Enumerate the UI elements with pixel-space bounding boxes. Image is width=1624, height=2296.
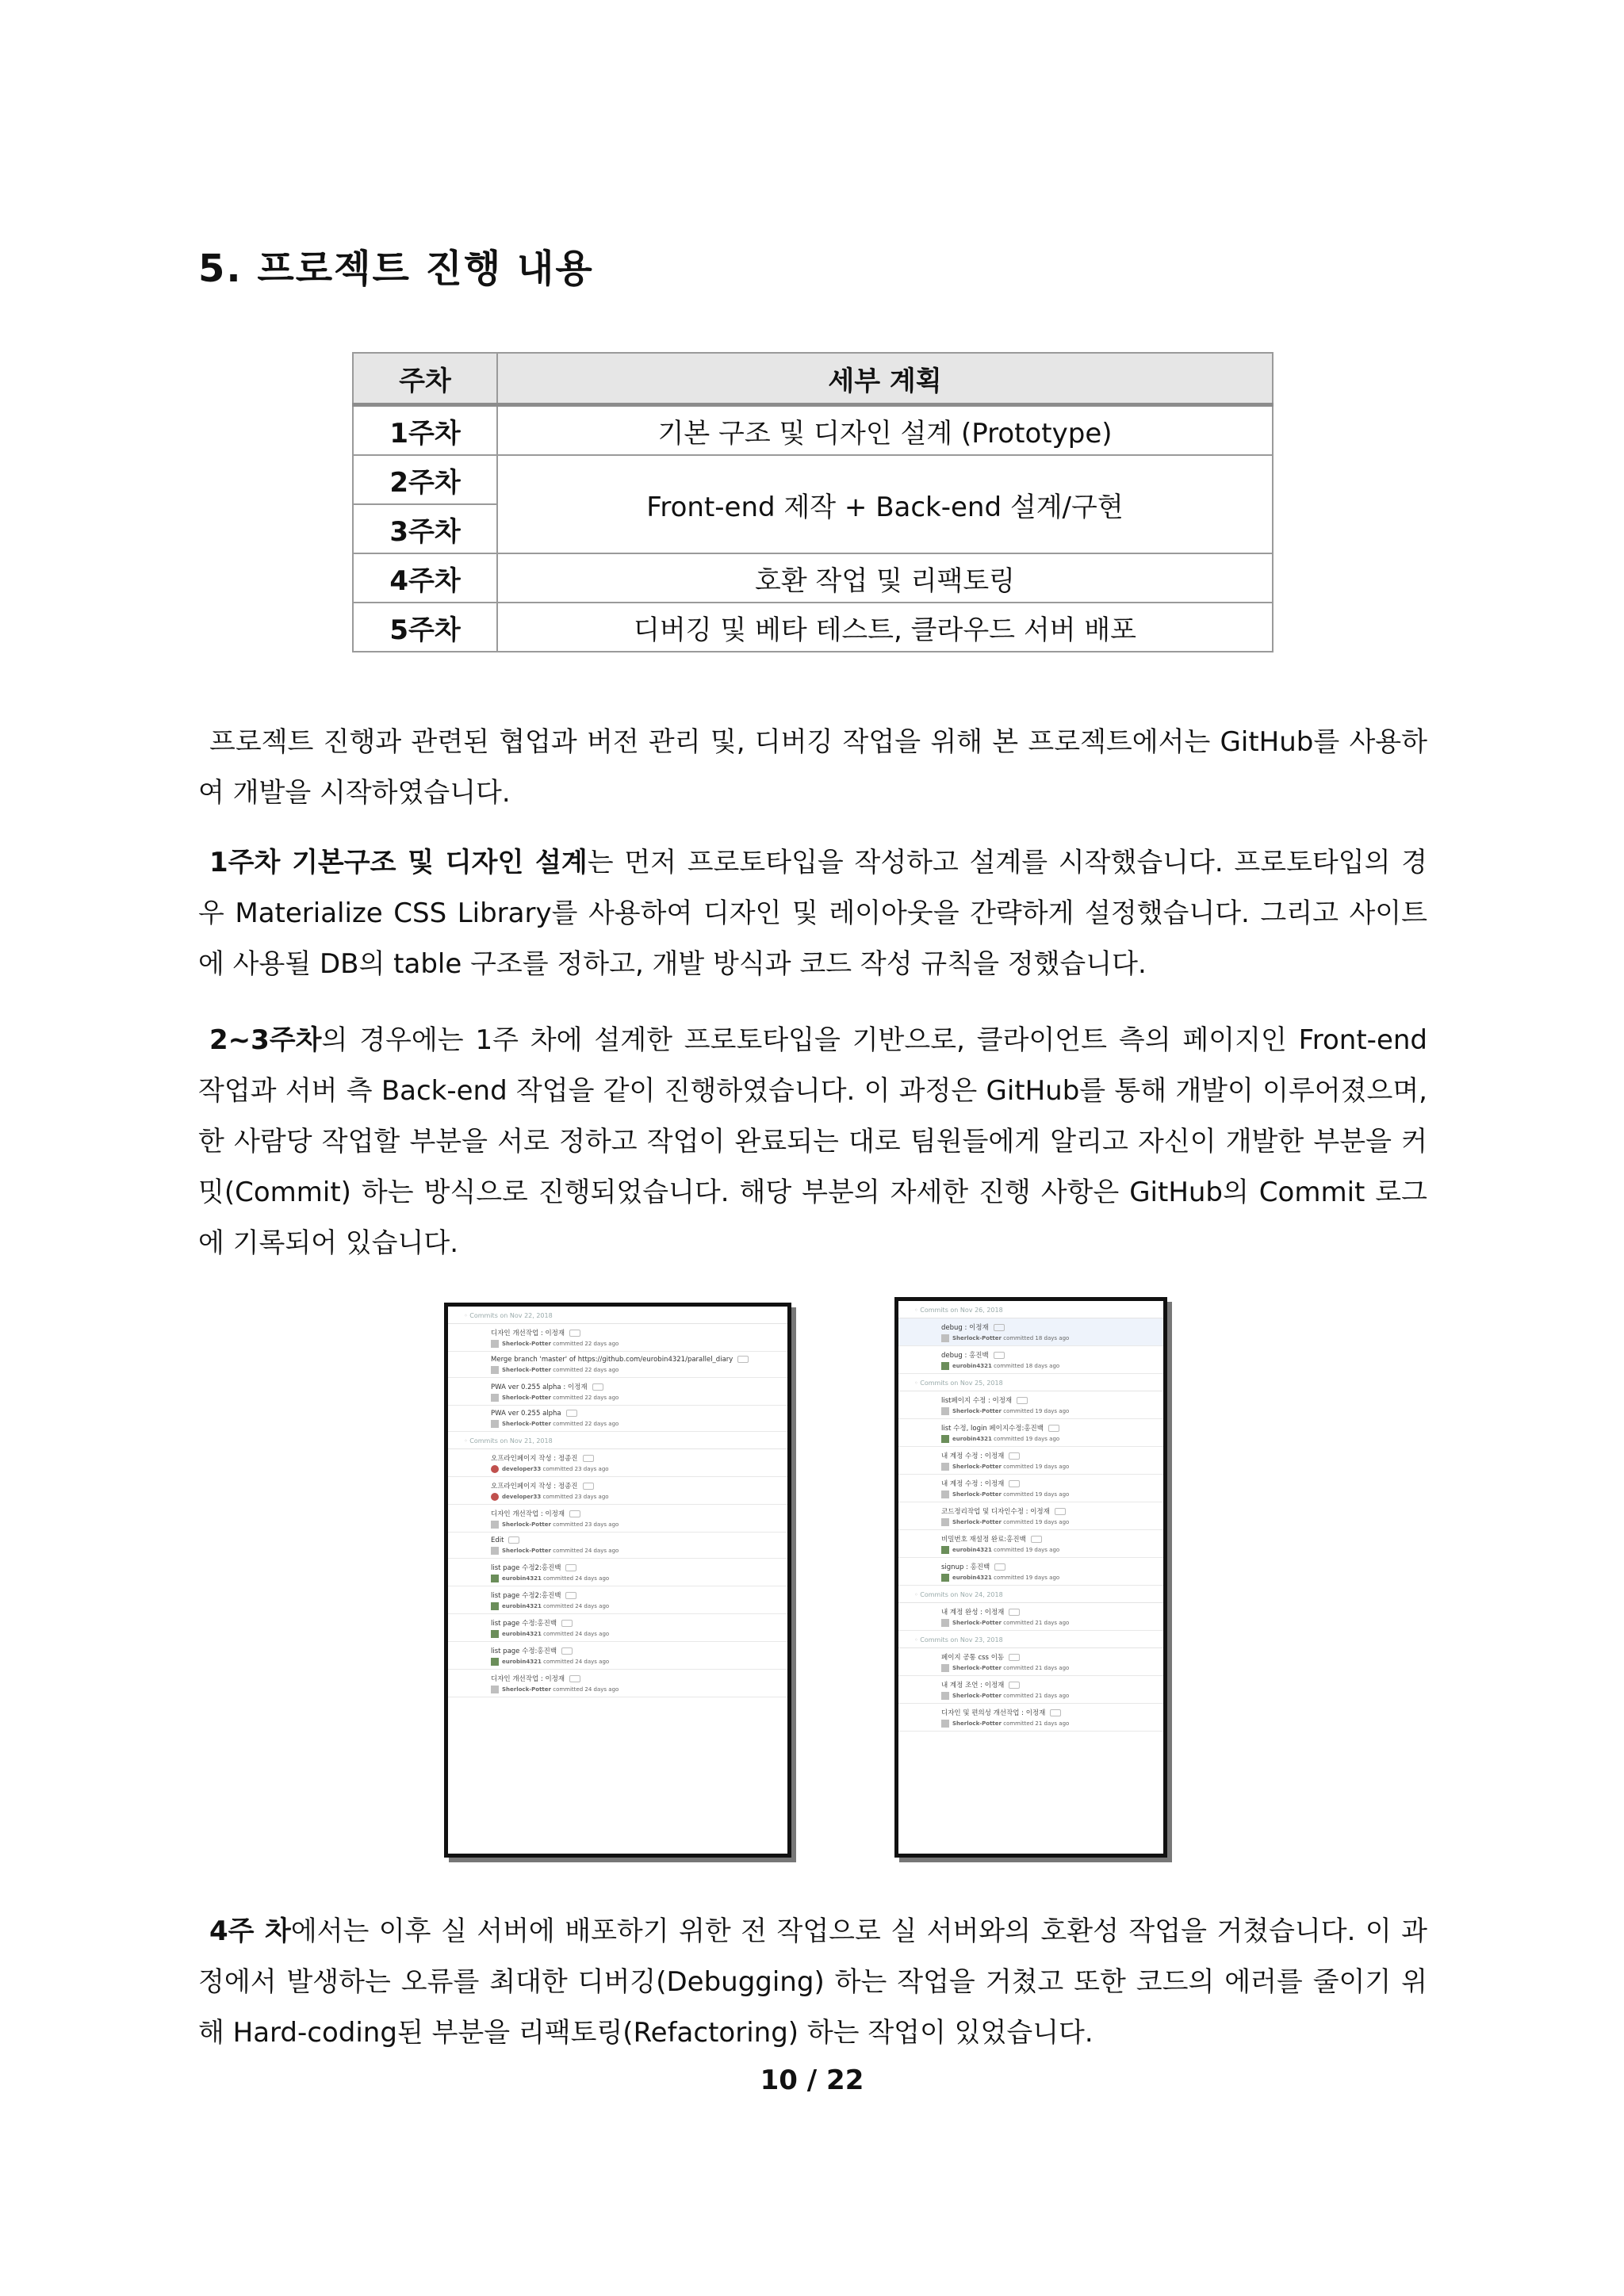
ellipsis-icon[interactable] — [566, 1410, 577, 1417]
commit-message[interactable]: list page 수정:홍진백 — [491, 1647, 557, 1655]
week4-heading: 4주 차 — [209, 1915, 291, 1947]
commit-meta — [491, 1465, 787, 1473]
commit-row[interactable] — [448, 1406, 787, 1432]
commit-row[interactable] — [448, 1559, 787, 1586]
commit-time: committed 21 days ago — [1003, 1693, 1070, 1699]
ellipsis-icon[interactable] — [1055, 1508, 1066, 1515]
table-row — [353, 553, 1273, 603]
week4-paragraph — [198, 1906, 1427, 2058]
commit-title[interactable] — [491, 1382, 787, 1391]
commit-meta — [491, 1521, 787, 1529]
commit-row[interactable] — [898, 1346, 1163, 1374]
commit-time: committed 21 days ago — [1003, 1620, 1070, 1626]
commit-meta — [941, 1435, 1163, 1443]
commit-message[interactable]: list page 수정2:홍진백 — [491, 1592, 561, 1600]
commit-message[interactable]: list 수정, login 페이지수정:홍진백 — [941, 1425, 1044, 1433]
commit-day-header: ◦ Commits on Nov 21, 2018 — [448, 1432, 787, 1449]
ellipsis-icon[interactable] — [994, 1324, 1005, 1331]
avatar[interactable] — [941, 1664, 949, 1672]
commit-meta — [491, 1394, 787, 1402]
commit-message[interactable]: Merge branch 'master' of https://github.com/eurobin4321/parallel_diary — [491, 1356, 733, 1364]
ellipsis-icon[interactable] — [583, 1483, 594, 1490]
avatar[interactable] — [941, 1692, 949, 1700]
commit-row[interactable] — [898, 1603, 1163, 1631]
avatar[interactable] — [491, 1420, 499, 1428]
commit-meta — [941, 1619, 1163, 1627]
ellipsis-icon[interactable] — [565, 1592, 576, 1599]
avatar[interactable] — [941, 1463, 949, 1471]
commit-message[interactable]: list page 수정:홍진백 — [491, 1620, 557, 1628]
week1-text: 는 먼저 프로토타입을 작성하고 설계를 시작했습니다. 프로토타입의 경우 Materialize CSS Library를 사용하여 디자인 및 레이아웃을 간략하게 설정했습니다. 그리고 사이트에 사용될 DB의 table 구조를 정하고, 개발 방식과 코드 작성 규칙을 정했습니다. — [198, 847, 1427, 980]
commit-time: committed 19 days ago — [1003, 1408, 1070, 1414]
commit-time: committed 24 days ago — [553, 1548, 619, 1554]
commit-title[interactable] — [941, 1423, 1163, 1433]
commit-row[interactable] — [448, 1505, 787, 1533]
commit-meta — [941, 1463, 1163, 1471]
commit-author[interactable]: eurobin4321 — [502, 1603, 542, 1609]
week1-heading: 1주차 기본구조 및 디자인 설계 — [209, 847, 588, 878]
commit-time: committed 19 days ago — [1003, 1464, 1070, 1470]
avatar[interactable] — [491, 1340, 499, 1348]
commit-row[interactable] — [448, 1324, 787, 1352]
schedule-table — [352, 352, 1274, 652]
commit-author[interactable]: Sherlock-Potter — [952, 1720, 1002, 1727]
commit-message[interactable]: 디자인 개선작업 : 이정재 — [491, 1330, 565, 1337]
ellipsis-icon[interactable] — [994, 1352, 1005, 1359]
avatar[interactable] — [941, 1546, 949, 1554]
page-number — [0, 2064, 1624, 2096]
commit-author[interactable]: eurobin4321 — [502, 1631, 542, 1637]
commit-meta — [941, 1407, 1163, 1415]
commit-meta — [941, 1362, 1163, 1370]
commit-row[interactable] — [448, 1586, 787, 1614]
ellipsis-icon[interactable] — [569, 1675, 580, 1682]
avatar[interactable] — [941, 1518, 949, 1526]
avatar[interactable] — [491, 1394, 499, 1402]
commit-row[interactable] — [898, 1558, 1163, 1586]
commit-title[interactable] — [491, 1453, 787, 1463]
commit-message[interactable]: debug : 홍진백 — [941, 1352, 989, 1360]
header-week: 주차 — [353, 353, 497, 405]
commit-time: committed 21 days ago — [1003, 1720, 1070, 1727]
total-pages: 22 — [826, 2064, 864, 2096]
commit-message[interactable]: 페이지 공통 css 이동 — [941, 1654, 1005, 1662]
commit-row[interactable] — [448, 1378, 787, 1406]
header-plan: 세부 계획 — [497, 353, 1273, 405]
avatar[interactable] — [491, 1575, 499, 1582]
commit-title[interactable] — [491, 1410, 787, 1418]
commit-message[interactable]: 내 계정 조언 : 이정재 — [941, 1682, 1005, 1689]
commit-meta — [941, 1664, 1163, 1672]
commit-message[interactable]: Edit — [491, 1536, 504, 1544]
avatar[interactable] — [941, 1574, 949, 1582]
commit-message[interactable]: 비밀번호 재설정 완료:홍진백 — [941, 1536, 1026, 1544]
table-row — [353, 455, 1273, 504]
commit-message[interactable]: 디자인 개선작업 : 이정재 — [491, 1510, 565, 1518]
commit-meta — [491, 1658, 787, 1666]
ellipsis-icon[interactable] — [1009, 1452, 1020, 1460]
commit-meta — [941, 1720, 1163, 1728]
commit-row[interactable] — [448, 1642, 787, 1670]
commit-author[interactable]: eurobin4321 — [502, 1659, 542, 1665]
commit-time: committed 24 days ago — [553, 1686, 619, 1693]
commit-message[interactable]: signup : 홍진백 — [941, 1563, 990, 1571]
intro-paragraph: 프로젝트 진행과 관련된 협업과 버전 관리 및, 디버깅 작업을 위해 본 프로젝트에서는 GitHub를 사용하여 개발을 시작하였습니다. — [198, 726, 1427, 809]
commit-meta — [491, 1602, 787, 1610]
commit-message[interactable]: 내 계정 수정 : 이정재 — [941, 1480, 1005, 1488]
avatar[interactable] — [941, 1362, 949, 1370]
ellipsis-icon[interactable] — [1050, 1709, 1061, 1716]
commit-message[interactable]: 내 계정 완성 : 이정재 — [941, 1609, 1005, 1617]
commit-time: committed 22 days ago — [553, 1341, 619, 1347]
commit-author[interactable]: eurobin4321 — [952, 1547, 992, 1553]
commit-row[interactable] — [448, 1477, 787, 1505]
ellipsis-icon[interactable] — [1009, 1609, 1020, 1616]
commit-author[interactable]: Sherlock-Potter — [502, 1421, 551, 1427]
ellipsis-icon[interactable] — [1009, 1480, 1020, 1487]
commit-meta — [941, 1518, 1163, 1526]
commit-author[interactable]: Sherlock-Potter — [952, 1408, 1002, 1414]
avatar[interactable] — [491, 1602, 499, 1610]
commit-message[interactable]: debug : 이정재 — [941, 1324, 989, 1332]
commit-title[interactable] — [491, 1674, 787, 1683]
commit-day-header: ◦ Commits on Nov 23, 2018 — [898, 1631, 1163, 1648]
table-row — [353, 603, 1273, 652]
commit-message[interactable]: list page 수정2:홍진백 — [491, 1564, 561, 1572]
commit-title[interactable] — [941, 1607, 1163, 1617]
commit-meta — [491, 1420, 787, 1428]
commit-author[interactable]: eurobin4321 — [952, 1363, 992, 1369]
commit-title[interactable] — [491, 1618, 787, 1628]
commit-author[interactable]: Sherlock-Potter — [502, 1341, 551, 1347]
avatar[interactable] — [941, 1334, 949, 1342]
commit-row[interactable] — [898, 1391, 1163, 1419]
commit-day-header: ◦ Commits on Nov 25, 2018 — [898, 1374, 1163, 1391]
avatar[interactable] — [941, 1619, 949, 1627]
commit-author[interactable]: Sherlock-Potter — [952, 1519, 1002, 1525]
commit-message[interactable]: 내 계정 수정 : 이정재 — [941, 1452, 1005, 1460]
commit-message[interactable]: 오프라인페이지 작성 : 정종진 — [491, 1483, 578, 1490]
commit-title[interactable] — [491, 1481, 787, 1490]
commit-title[interactable] — [941, 1395, 1163, 1405]
commit-time: committed 22 days ago — [553, 1367, 619, 1373]
commit-title[interactable] — [491, 1590, 787, 1600]
commit-author[interactable]: Sherlock-Potter — [502, 1521, 551, 1528]
avatar[interactable] — [941, 1720, 949, 1728]
commit-author[interactable]: Sherlock-Potter — [952, 1335, 1002, 1341]
commit-title[interactable] — [941, 1562, 1163, 1571]
ellipsis-icon[interactable] — [561, 1647, 573, 1655]
ellipsis-icon[interactable] — [569, 1330, 580, 1337]
ellipsis-icon[interactable] — [508, 1536, 519, 1544]
ellipsis-icon[interactable] — [737, 1356, 749, 1363]
commit-author[interactable]: Sherlock-Potter — [502, 1367, 551, 1373]
commit-author[interactable]: Sherlock-Potter — [952, 1491, 1002, 1498]
plan-cell: 디버깅 및 베타 테스트, 클라우드 서버 배포 — [497, 603, 1273, 652]
week23-paragraph — [198, 1015, 1427, 1269]
current-page: 10 — [760, 2064, 798, 2096]
commit-title[interactable] — [491, 1356, 787, 1364]
commit-title[interactable] — [941, 1479, 1163, 1488]
commit-meta — [941, 1574, 1163, 1582]
commit-title[interactable] — [941, 1506, 1163, 1516]
commit-message[interactable]: 디자인 및 편의성 개선작업 : 이정재 — [941, 1709, 1046, 1717]
commit-time: committed 24 days ago — [543, 1659, 610, 1665]
ellipsis-icon[interactable] — [1009, 1682, 1020, 1689]
commit-time: committed 19 days ago — [994, 1547, 1060, 1553]
commit-row[interactable] — [898, 1648, 1163, 1676]
commit-day-header: ◦ Commits on Nov 22, 2018 — [448, 1307, 787, 1324]
commit-author[interactable]: Sherlock-Potter — [952, 1620, 1002, 1626]
commit-title[interactable] — [941, 1680, 1163, 1689]
commit-meta — [491, 1630, 787, 1638]
commit-time: committed 19 days ago — [1003, 1519, 1070, 1525]
commit-day-header: ◦ Commits on Nov 26, 2018 — [898, 1301, 1163, 1318]
commit-time: committed 19 days ago — [1003, 1491, 1070, 1498]
commit-message[interactable]: 오프라인페이지 작성 : 정종진 — [491, 1455, 578, 1463]
commit-row[interactable] — [448, 1614, 787, 1642]
commit-row[interactable] — [898, 1704, 1163, 1732]
commit-author[interactable]: developer33 — [502, 1466, 542, 1472]
avatar[interactable] — [491, 1366, 499, 1374]
commit-row[interactable] — [898, 1502, 1163, 1530]
ellipsis-icon[interactable] — [583, 1455, 594, 1462]
commit-row[interactable] — [898, 1447, 1163, 1475]
commit-author[interactable]: Sherlock-Potter — [502, 1686, 551, 1693]
commit-row[interactable] — [898, 1676, 1163, 1704]
commit-author[interactable]: developer33 — [502, 1494, 542, 1500]
commit-meta — [941, 1490, 1163, 1498]
week23-heading: 2~3주차 — [209, 1024, 322, 1056]
commit-log-screenshot-left — [444, 1303, 791, 1858]
commit-time: committed 19 days ago — [994, 1575, 1060, 1581]
commit-title[interactable] — [491, 1509, 787, 1518]
commit-title[interactable] — [941, 1652, 1163, 1662]
commit-title[interactable] — [941, 1534, 1163, 1544]
commit-author[interactable]: Sherlock-Potter — [952, 1693, 1002, 1699]
week1-paragraph — [198, 837, 1427, 989]
commit-row[interactable] — [448, 1670, 787, 1697]
avatar[interactable] — [491, 1465, 499, 1473]
commit-message[interactable]: PWA ver 0.255 alpha : 이정재 — [491, 1383, 588, 1391]
commit-author[interactable]: Sherlock-Potter — [502, 1395, 551, 1401]
week23-text: 의 경우에는 1주 차에 설계한 프로토타입을 기반으로, 클라이언트 측의 페이지인 Front-end 작업과 서버 측 Back-end 작업을 같이 진행하였습니다. 이 과정은 GitHub를 통해 개발이 이루어졌으며, 한 사람당 작업할 부분을 서로 정하고 작업이 완료되는 대로 팀원들에게 알리고 자신이 개발한 부분을 커밋(Commit) 하는 방식으로 진행되었습니다. 해당 부분의 자세한 진행 사항은 GitHub의 Commit 로그에 기록되어 있습니다. — [198, 1024, 1427, 1259]
commit-title[interactable] — [491, 1536, 787, 1544]
avatar[interactable] — [941, 1407, 949, 1415]
ellipsis-icon[interactable] — [994, 1563, 1005, 1571]
commit-message[interactable]: list페이지 수정 : 이정재 — [941, 1397, 1013, 1405]
commit-meta — [941, 1334, 1163, 1342]
plan-cell: 호환 작업 및 리팩토링 — [497, 553, 1273, 603]
week-cell: 2주차 — [353, 455, 497, 504]
commit-row[interactable] — [448, 1352, 787, 1378]
week4-text: 에서는 이후 실 서버에 배포하기 위한 전 작업으로 실 서버와의 호환성 작업을 거쳤습니다. 이 과정에서 발생하는 오류를 최대한 디버깅(Debugging) 하는 작업을 거쳤고 또한 코드의 에러를 줄이기 위해 Hard-coding된 부분을 리팩토링(Refactoring) 하는 작업이 있었습니다. — [198, 1915, 1427, 2049]
commit-time: committed 21 days ago — [1003, 1665, 1070, 1671]
ellipsis-icon[interactable] — [1017, 1397, 1028, 1404]
plan-cell: Front-end 제작 + Back-end 설계/구현 — [497, 455, 1273, 553]
table-header-row — [353, 353, 1273, 405]
ellipsis-icon[interactable] — [565, 1564, 576, 1571]
commit-meta — [491, 1340, 787, 1348]
avatar[interactable] — [491, 1493, 499, 1501]
table-row — [353, 405, 1273, 456]
week-cell: 5주차 — [353, 603, 497, 652]
plan-cell: 기본 구조 및 디자인 설계 (Prototype) — [497, 405, 1273, 456]
commit-author[interactable]: eurobin4321 — [502, 1575, 542, 1582]
avatar[interactable] — [491, 1521, 499, 1529]
commit-title[interactable] — [941, 1451, 1163, 1460]
commit-title[interactable] — [941, 1708, 1163, 1717]
commit-time: committed 24 days ago — [543, 1575, 610, 1582]
week-cell: 1주차 — [353, 405, 497, 456]
commit-title[interactable] — [491, 1563, 787, 1572]
ellipsis-icon[interactable] — [569, 1510, 580, 1517]
avatar[interactable] — [491, 1630, 499, 1638]
commit-time: committed 24 days ago — [543, 1603, 610, 1609]
commit-log-screenshot-right — [894, 1297, 1167, 1858]
commit-message[interactable]: 코드정리작업 및 디자인수정 : 이정재 — [941, 1508, 1050, 1516]
commit-meta — [941, 1546, 1163, 1554]
commit-author[interactable]: Sherlock-Potter — [952, 1464, 1002, 1470]
commit-row[interactable] — [898, 1530, 1163, 1558]
commit-meta — [491, 1547, 787, 1555]
week-cell: 4주차 — [353, 553, 497, 603]
commit-author[interactable]: Sherlock-Potter — [502, 1548, 551, 1554]
commit-author[interactable]: Sherlock-Potter — [952, 1665, 1002, 1671]
commit-title[interactable] — [941, 1350, 1163, 1360]
commit-row[interactable] — [898, 1318, 1163, 1346]
avatar[interactable] — [491, 1658, 499, 1666]
ellipsis-icon[interactable] — [1048, 1425, 1059, 1432]
commit-day-header: ◦ Commits on Nov 24, 2018 — [898, 1586, 1163, 1603]
commit-meta — [491, 1493, 787, 1501]
commit-time: committed 22 days ago — [553, 1395, 619, 1401]
commit-author[interactable]: eurobin4321 — [952, 1436, 992, 1442]
commit-title[interactable] — [491, 1646, 787, 1655]
commit-time: committed 23 days ago — [542, 1494, 609, 1500]
commit-message[interactable]: 디자인 개선작업 : 이정재 — [491, 1675, 565, 1683]
commit-time: committed 22 days ago — [553, 1421, 619, 1427]
avatar[interactable] — [941, 1435, 949, 1443]
commit-time: committed 24 days ago — [543, 1631, 610, 1637]
commit-meta — [491, 1686, 787, 1693]
commit-time: committed 18 days ago — [994, 1363, 1060, 1369]
commit-time: committed 19 days ago — [994, 1436, 1060, 1442]
week-cell: 3주차 — [353, 504, 497, 553]
commit-meta — [941, 1692, 1163, 1700]
page-separator: / — [806, 2064, 818, 2096]
commit-message[interactable]: PWA ver 0.255 alpha — [491, 1410, 561, 1418]
commit-meta — [491, 1575, 787, 1582]
commit-author[interactable]: eurobin4321 — [952, 1575, 992, 1581]
ellipsis-icon[interactable] — [1031, 1536, 1042, 1543]
ellipsis-icon[interactable] — [592, 1383, 603, 1391]
commit-row[interactable] — [448, 1449, 787, 1477]
avatar[interactable] — [941, 1490, 949, 1498]
commit-row[interactable] — [898, 1419, 1163, 1447]
commit-time: committed 18 days ago — [1003, 1335, 1070, 1341]
commit-time: committed 23 days ago — [553, 1521, 619, 1528]
commit-row[interactable] — [448, 1533, 787, 1559]
ellipsis-icon[interactable] — [561, 1620, 573, 1627]
avatar[interactable] — [491, 1686, 499, 1693]
commit-time: committed 23 days ago — [542, 1466, 609, 1472]
commit-row[interactable] — [898, 1475, 1163, 1502]
commit-meta — [491, 1366, 787, 1374]
page-title: 5. 프로젝트 진행 내용 — [198, 247, 594, 291]
ellipsis-icon[interactable] — [1009, 1654, 1020, 1661]
avatar[interactable] — [491, 1547, 499, 1555]
commit-title[interactable] — [491, 1328, 787, 1337]
commit-title[interactable] — [941, 1322, 1163, 1332]
